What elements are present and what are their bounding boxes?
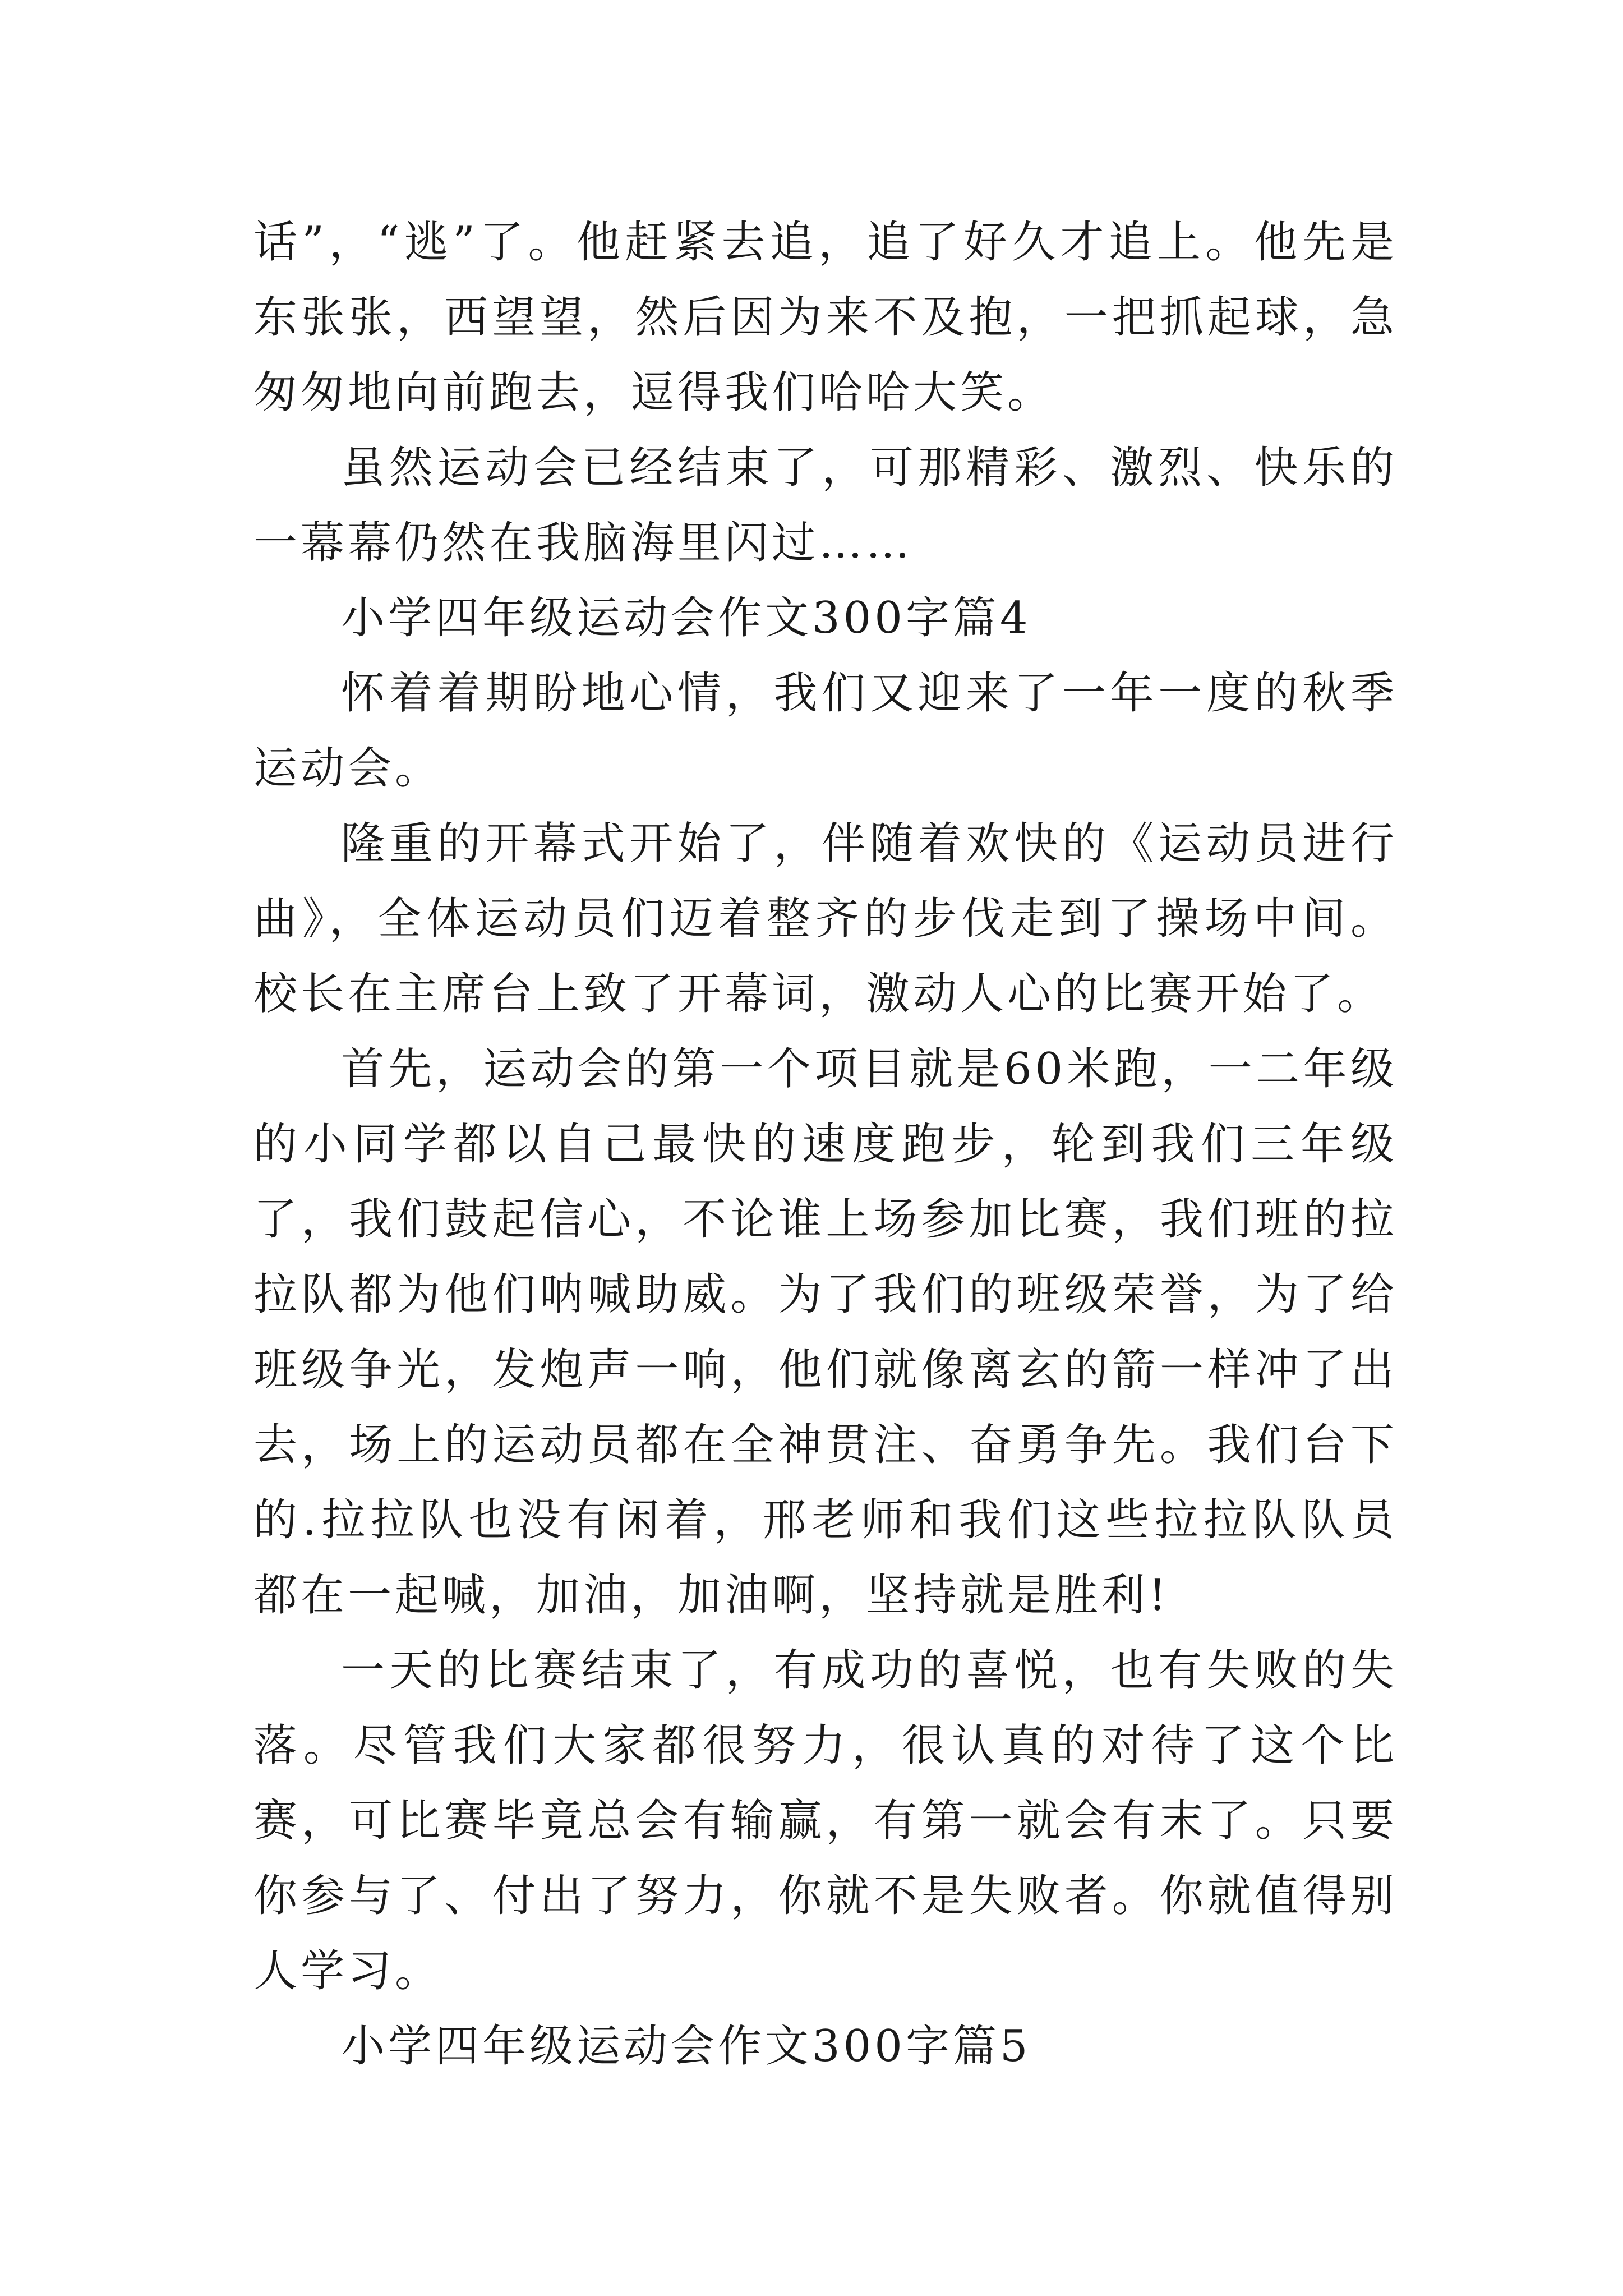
paragraph-opening-ceremony: 隆重的开幕式开始了，伴随着欢快的《运动员进行曲》，全体运动员们迈着整齐的步伐走到了操场中间。校长在主席台上致了开幕词，激动人心的比赛开始了。 <box>253 818 1398 1019</box>
paragraph-ending: 一天的比赛结束了，有成功的喜悦，也有失败的失落。尽管我们大家都很努力，很认真的对待了这个比赛，可比赛毕竟总会有输赢，有第一就会有末了。只要你参与了、付出了努力，你就不是失败者。你就值得别人学习。 <box>253 1645 1398 1996</box>
section-heading-4: 小学四年级运动会作文300字篇4 <box>341 593 1031 643</box>
paragraph-continuation: 话”，“逃”了。他赶紧去追，追了好久才追上。他先是东张张，西望望，然后因为来不及抱，一把抓起球，急匆匆地向前跑去，逗得我们哈哈大笑。 <box>253 217 1398 418</box>
paragraph-race: 首先，运动会的第一个项目就是60米跑，一二年级的小同学都以自己最快的速度跑步，轮到我们三年级了，我们鼓起信心，不论谁上场参加比赛，我们班的拉拉队都为他们呐喊助威。为了我们的班级荣誉，为了给班级争光，发炮声一响，他们就像离玄的箭一样冲了出去，场上的运动员都在全神贯注、奋勇争先。我们台下的.拉拉队也没有闲着，邢老师和我们这些拉拉队队员都在一起喊，加油，加油啊，坚持就是胜利! <box>253 1044 1398 1621</box>
section-heading-5: 小学四年级运动会作文300字篇5 <box>341 2021 1031 2072</box>
paragraph-conclusion: 虽然运动会已经结束了，可那精彩、激烈、快乐的一幕幕仍然在我脑海里闪过…… <box>253 443 1398 568</box>
paragraph-intro: 怀着着期盼地心情，我们又迎来了一年一度的秋季运动会。 <box>253 668 1398 794</box>
document-body <box>253 205 1398 2084</box>
